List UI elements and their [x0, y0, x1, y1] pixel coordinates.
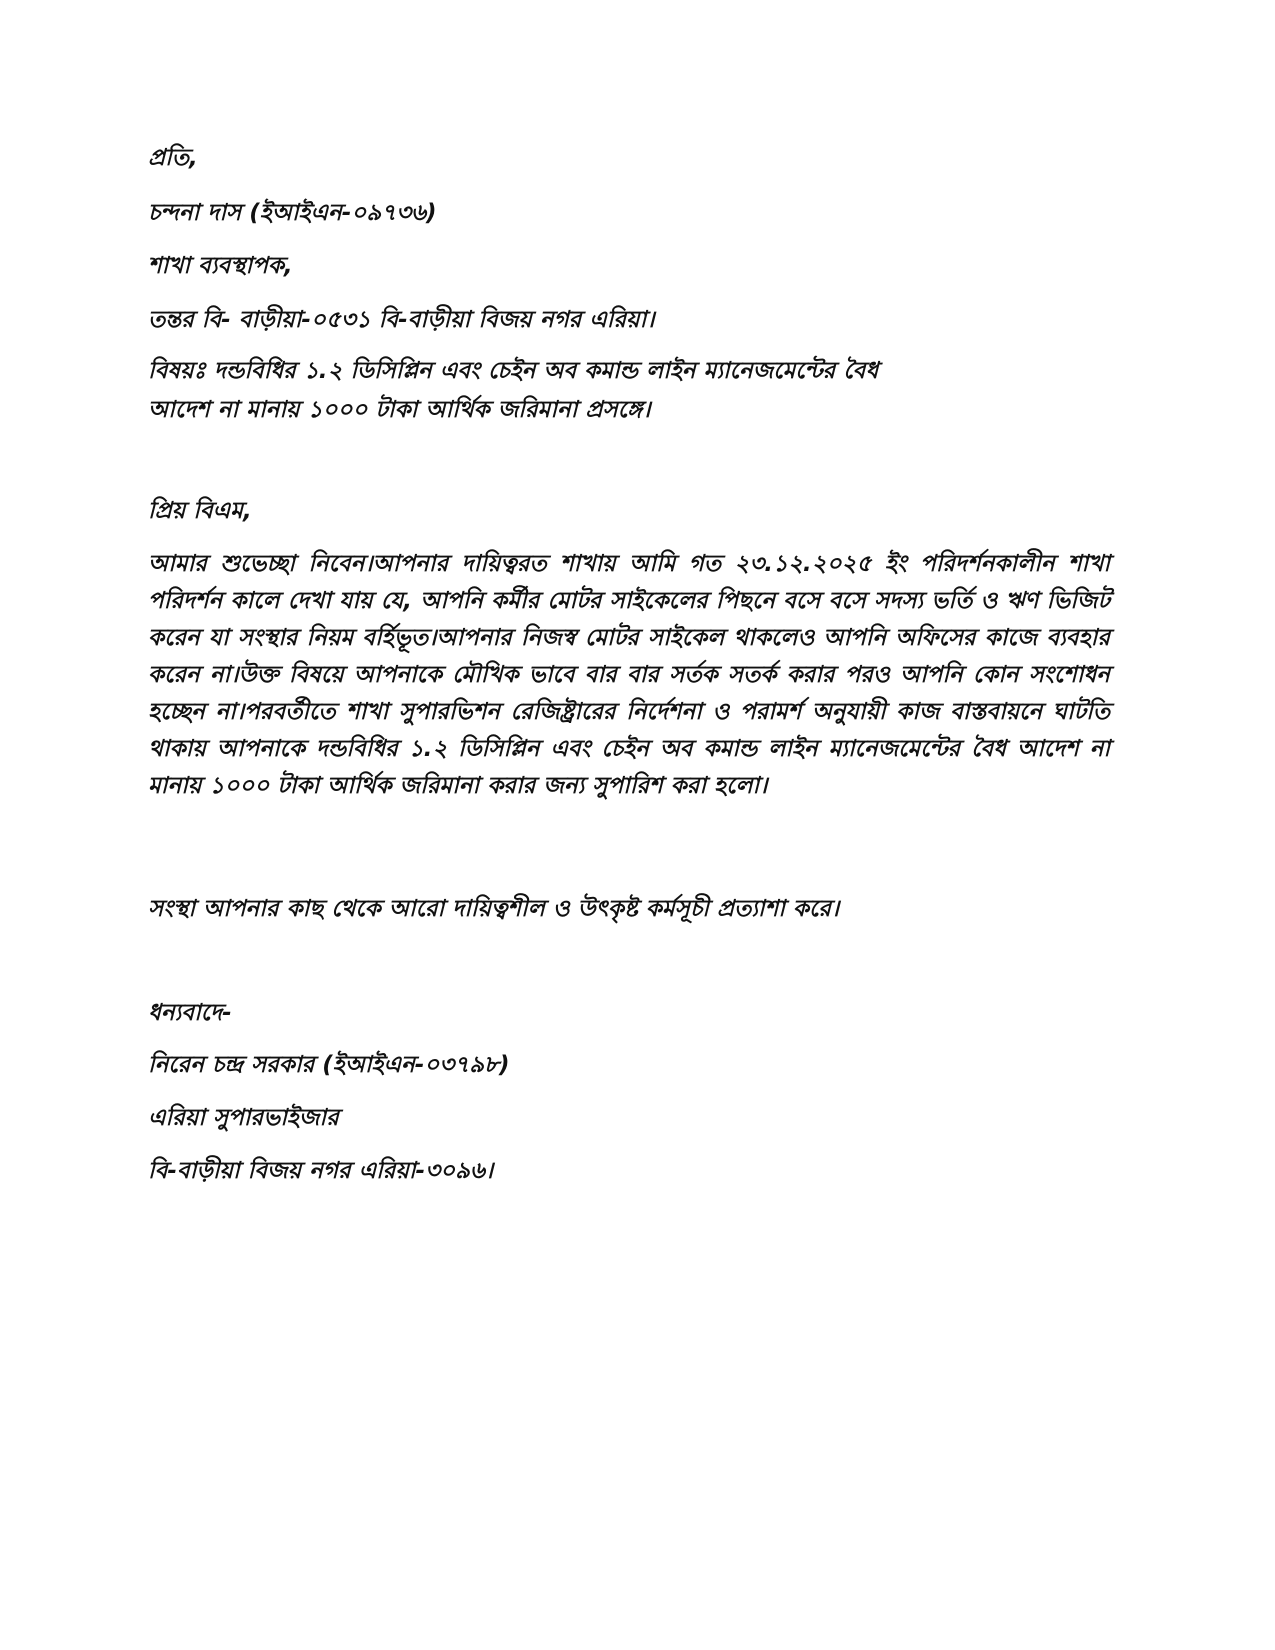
salutation: প্রিয় বিএম, [148, 498, 252, 524]
recipient-name: চন্দনা দাস (ইআইএন-০৯৭৩৬) [148, 200, 437, 226]
sender-area: বি-বাড়ীয়া বিজয় নগর এরিয়া-৩০৯৬। [148, 1158, 494, 1184]
sender-name: নিরেন চন্দ্র সরকার (ইআইএন-০৩৭৯৮) [148, 1052, 510, 1078]
closing-note: সংস্থা আপনার কাছ থেকে আরো দায়িত্বশীল ও উৎকৃষ্ট কর্মসূচী প্রত্যাশা করে। [148, 896, 840, 922]
letter-body: আমার শুভেচ্ছা নিবেন।আপনার দায়িত্বরত শাখায় আমি গত ২৩.১২.২০২৫ ইং পরিদর্শনকালীন শাখা পরিদর্শন কালে দেখা যায় যে, আপনি কর্মীর মোটর সাইকেলের পিছনে বসে বসে সদস্য ভর্তি ও ঋণ ভিজিট করেন যা সংস্থার নিয়ম বর্হিভূত।আপনার নিজস্ব মোটর সাইকেল থাকলেও আপনি অফিসের কাজে ব্যবহার করেন না।উক্ত বিষয়ে আপনাকে মৌখিক ভাবে বার বার সর্তক সতর্ক করার পরও আপনি কোন সংশোধন হচ্ছেন না।পরবর্তীতে শাখা সুপারভিশন রেজিষ্ট্রারের নির্দেশনা ও পরামর্শ অনুযায়ী কাজ বাস্তবায়নে ঘাটতি থাকায় আপনাকে দন্ডবিধির ১.২ ডিসিপ্লিন এবং চেইন অব কমান্ড লাইন ম্যানেজমেন্টের বৈধ আদেশ না মানায় ১০০০ টাকা আর্থিক জরিমানা করার জন্য সুপারিশ করা হলো। [148, 551, 1110, 799]
subject-line-2: আদেশ না মানায় ১০০০ টাকা আর্থিক জরিমানা প্রসঙ্গে। [148, 397, 651, 423]
sender-designation: এরিয়া সুপারভাইজার [148, 1105, 339, 1131]
recipient-designation: শাখা ব্যবস্থাপক, [148, 253, 293, 279]
sign-off: ধন্যবাদে- [148, 1000, 232, 1026]
subject-line-1: বিষয়ঃ দন্ডবিধির ১.২ ডিসিপ্লিন এবং চেইন অব কমান্ড লাইন ম্যানেজমেন্টের বৈধ [148, 358, 879, 384]
recipient-branch: তন্তর বি- বাড়ীয়া-০৫৩১ বি-বাড়ীয়া বিজয় নগর এরিয়া। [148, 307, 655, 333]
recipient-to: প্রতি, [148, 145, 198, 171]
